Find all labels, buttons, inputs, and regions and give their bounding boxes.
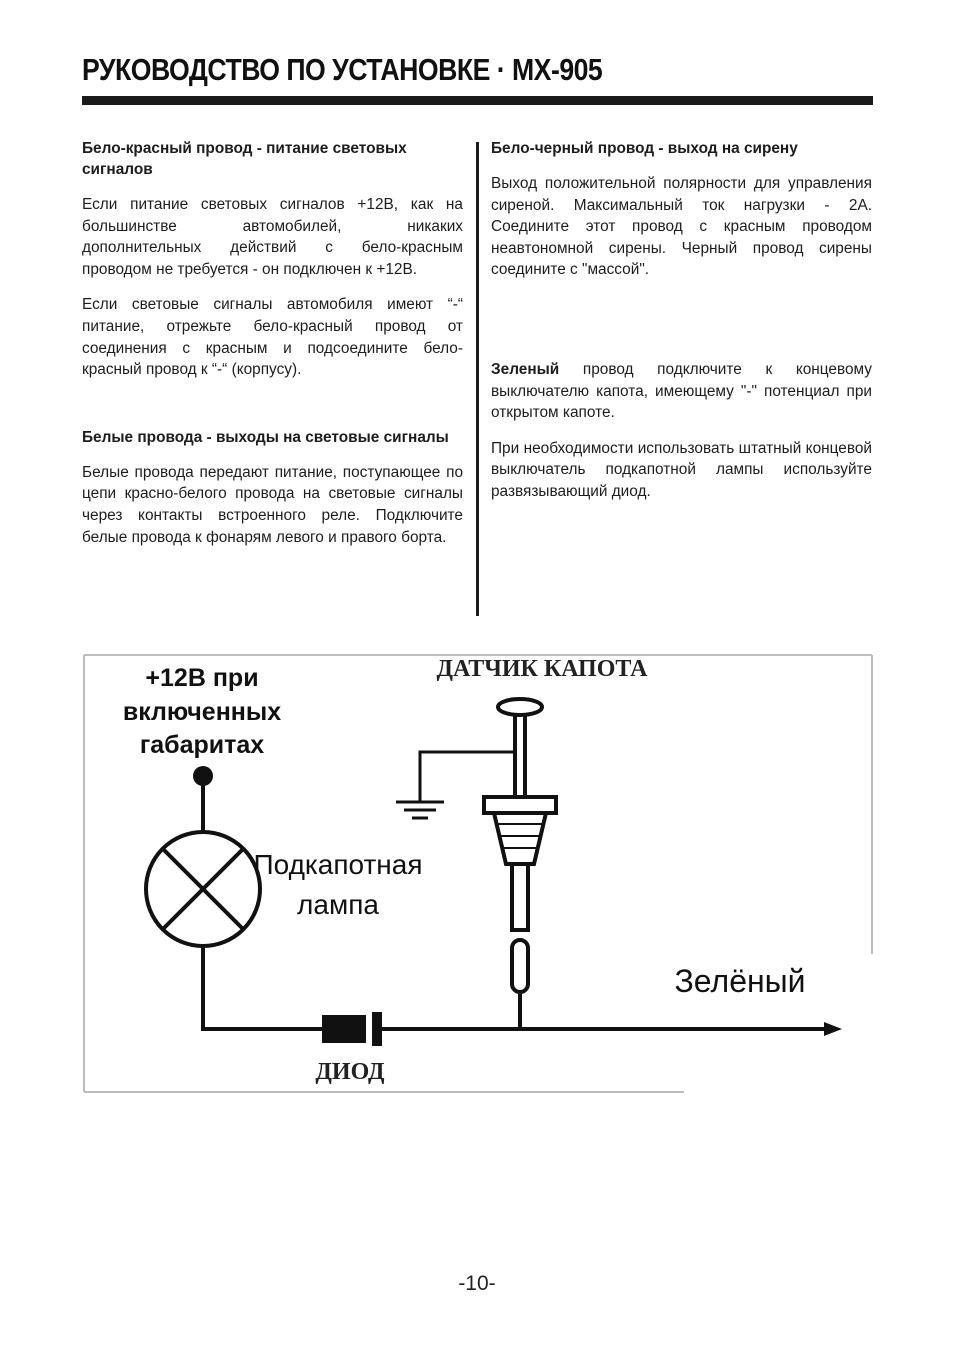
power-label-line2: включенных bbox=[122, 698, 282, 726]
paragraph: При необходимости использовать штатный концевой выключатель подкапотной лампы используйте развязывающий диод. bbox=[491, 439, 872, 500]
diode-label: ДИОД bbox=[315, 1059, 385, 1085]
title-rule bbox=[82, 96, 873, 105]
power-label-line3: габаритах bbox=[139, 731, 265, 759]
lamp-label-line1: Подкапотная bbox=[253, 849, 423, 880]
hood-sensor-wiring-diagram bbox=[82, 652, 876, 1094]
sensor-label: ДАТЧИК КАПОТА bbox=[436, 656, 648, 682]
column-divider bbox=[476, 142, 479, 616]
paragraph: Выход положительной полярности для управления сиреной. Максимальный ток нагрузки - 2А. Соедините этот провод с красным проводом неавтономной сирены. Черный провод сирены соедините с "массой". bbox=[491, 175, 872, 279]
green-wire-text: провод подключите к концевому выключателю капота, имеющему "-" потенциал при открытом капоте. bbox=[491, 360, 872, 422]
wire-lamp-to-diode bbox=[203, 946, 322, 1029]
section-heading-white-black-wire: Бело-черный провод - выход на сирену bbox=[491, 140, 798, 157]
section-heading-white-wires: Белые провода - выходы на световые сигналы bbox=[82, 428, 449, 446]
paragraph: Белые провода передают питание, поступающее по цепи красно-белого провода на световые сигналы через контакты встроенного реле. Подключите белые провода к фонарям левого и правого борта. bbox=[82, 463, 463, 546]
paragraph: Если световые сигналы автомобиля имеют “-“ питание, отрежьте бело-красный провод от соединения с красным и подсоедините бело-красный провод к “-“ (корпусу). bbox=[82, 296, 463, 379]
green-wire-label: Зелёный bbox=[674, 963, 806, 999]
lamp-icon bbox=[146, 832, 260, 946]
left-column bbox=[82, 138, 463, 562]
green-wire-bold-label: Зеленый bbox=[491, 360, 560, 378]
page-title: РУКОВОДСТВО ПО УСТАНОВКЕ · MX-905 bbox=[82, 52, 603, 87]
right-column bbox=[491, 138, 872, 517]
lamp-label-line2: лампа bbox=[297, 889, 379, 920]
arrow-right-icon bbox=[824, 1022, 842, 1036]
diode-icon bbox=[322, 1012, 382, 1046]
paragraph-green-wire bbox=[491, 359, 872, 424]
page-number: -10- bbox=[458, 1272, 496, 1295]
ground-icon bbox=[396, 802, 444, 818]
hood-sensor-icon bbox=[484, 699, 556, 992]
wire-sensor-to-ground bbox=[420, 752, 515, 802]
power-label-line1: +12В при bbox=[145, 664, 259, 692]
paragraph: Если питание световых сигналов +12В, как на большинстве автомобилей, никаких дополнительных действий с бело-красным проводом не требуется - он подключен к +12В. bbox=[82, 196, 463, 278]
section-heading-white-red-wire: Бело-красный провод - питание световых сигналов bbox=[82, 140, 407, 178]
